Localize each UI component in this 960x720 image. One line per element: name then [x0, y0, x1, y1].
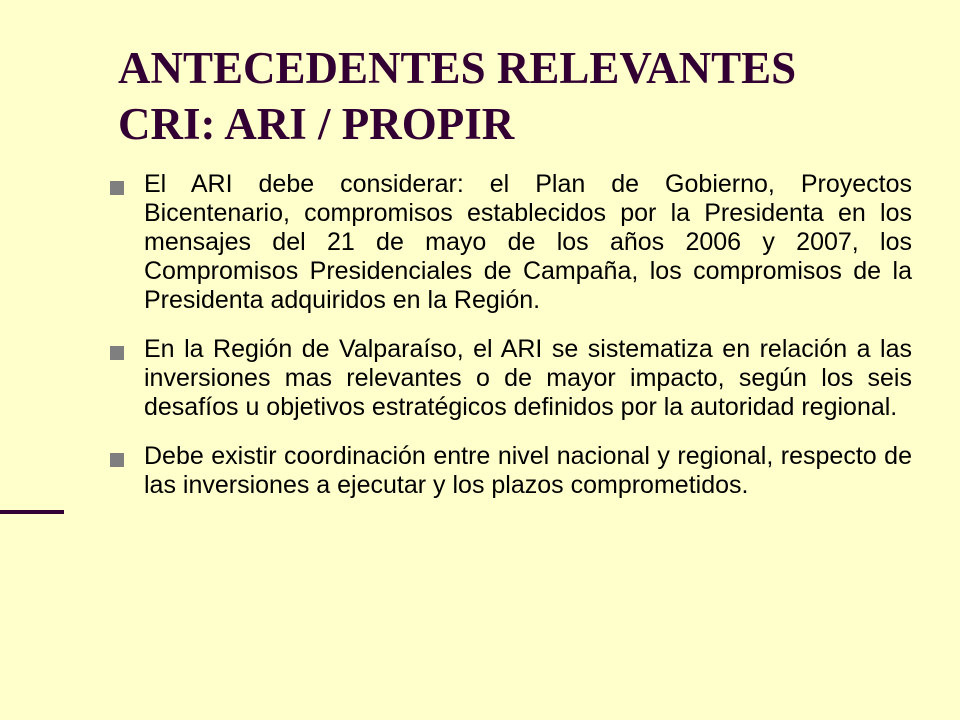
slide-title: [118, 40, 918, 152]
square-bullet-icon: [110, 346, 124, 360]
bullet-text: En la Región de Valparaíso, el ARI se sistematiza en relación a las inversiones mas relevantes o de mayor impacto, según los seis desafíos u objetivos estratégicos definidos por la autoridad regional.: [144, 335, 912, 421]
decorative-side-rule: [0, 510, 64, 514]
bullet-list: [110, 170, 912, 520]
bullet-text: El ARI debe considerar: el Plan de Gobierno, Proyectos Bicentenario, compromisos establecidos por la Presidenta en los mensajes del 21 de mayo de los años 2006 y 2007, los Compromisos Presidenciales de Campaña, los compromisos de la Presidenta adquiridos en la Región.: [144, 170, 912, 314]
slide-title-line-2: CRI: ARI / PROPIR: [118, 99, 515, 149]
bullet-item: [110, 335, 912, 422]
square-bullet-icon: [110, 181, 124, 195]
bullet-text: Debe existir coordinación entre nivel nacional y regional, respecto de las inversiones a ejecutar y los plazos comprometidos.: [144, 442, 912, 499]
bullet-item: [110, 442, 912, 500]
slide-title-line-1: ANTECEDENTES RELEVANTES: [118, 43, 797, 93]
square-bullet-icon: [110, 453, 124, 467]
bullet-item: [110, 170, 912, 315]
